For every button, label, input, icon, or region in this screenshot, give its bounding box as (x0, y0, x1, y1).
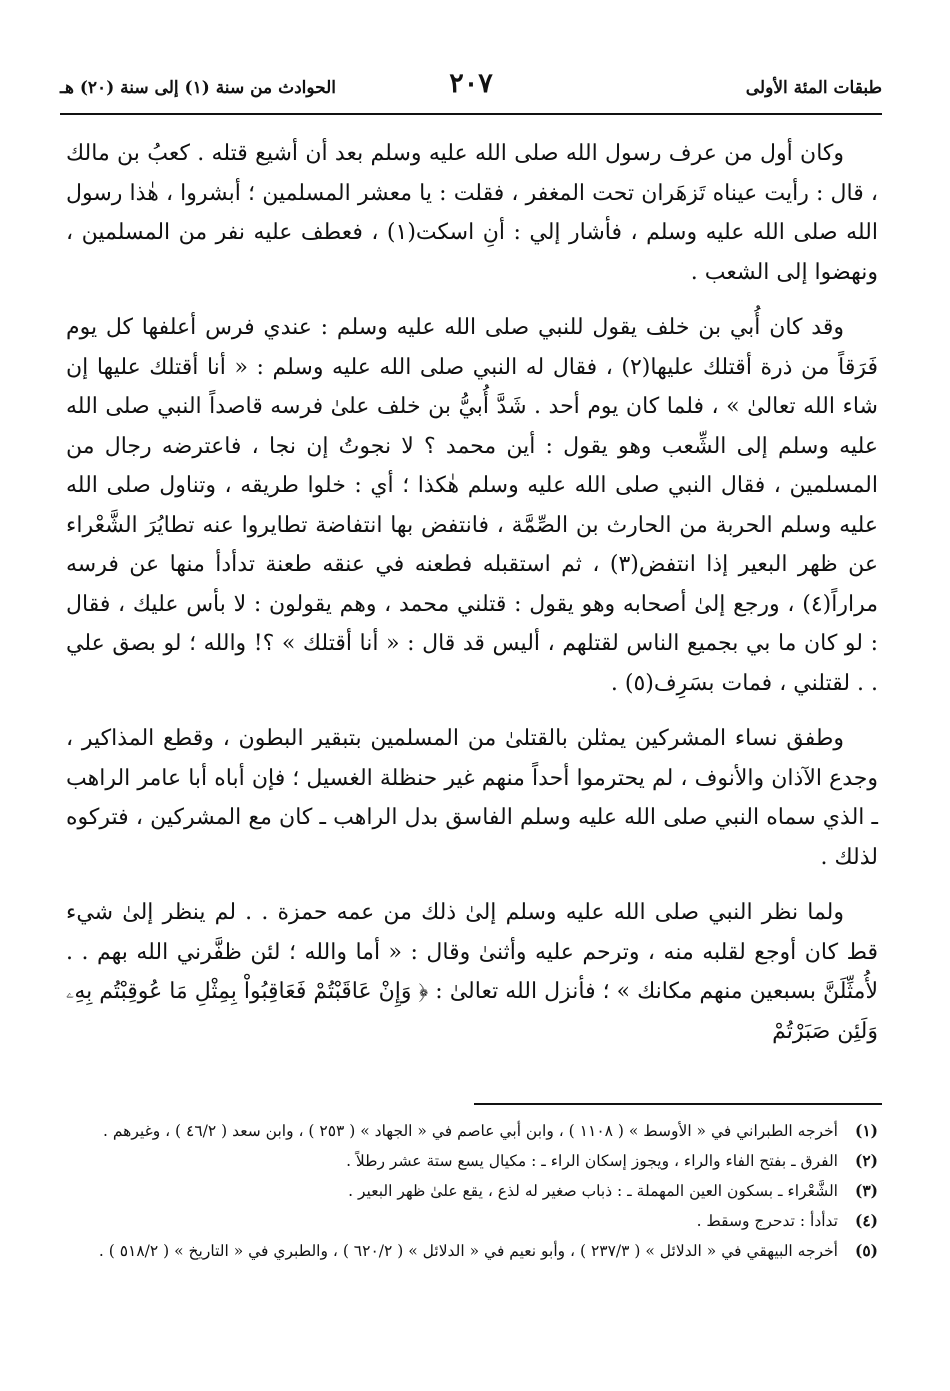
footnote-number: (٢) (854, 1151, 878, 1170)
footnote-number: (١) (854, 1121, 878, 1140)
footnote-text: الشَّعْراء ـ بسكون العين المهملة ـ : ذباب صغير له لذع ، يقع علىٰ ظهر البعير . (348, 1182, 838, 1200)
footnote (66, 1118, 878, 1144)
book-title: طبقات المئة الأولى (745, 78, 882, 98)
paragraph: وطفق نساء المشركين يمثلن بالقتلىٰ من المسلمين بتبقير البطون ، وقطع المذاكير ، وجدع الآذان والأنوف ، لم يحترموا أحداً منهم غير حنظلة الغسيل ؛ فإن أباه أبا عامر الراهب ـ الذي سماه النبي صلى الله عليه وسلم الفاسق بدل الراهب ـ كان مع المشركين ، فتركوه لذلك . (66, 726, 878, 870)
footnote (66, 1208, 878, 1234)
paragraph: ولما نظر النبي صلى الله عليه وسلم إلىٰ ذلك من عمه حمزة . . لم ينظر إلىٰ شيء قط كان أوجع لقلبه منه ، وترحم عليه وأثنىٰ وقال : « أما والله ؛ لئن ظفَّرني الله بهم . . لأُمثِّلَنَّ بسبعين منهم مكانك » ؛ فأنزل الله تعالىٰ : ﴿ وَإِنْ عَاقَبْتُمْ فَعَاقِبُواْ بِمِثْلِ مَا عُوقِبْتُم بِهِۦ وَلَئِن صَبَرْتُمْ (66, 900, 878, 1044)
paragraph: وقد كان أُبي بن خلف يقول للنبي صلى الله عليه وسلم : عندي فرس أعلفها كل يوم فَرَقاً من ذرة أقتلك عليها(٢) ، فقال له النبي صلى الله عليه وسلم : « أنا أقتلك عليها إن شاء الله تعالىٰ » ، فلما كان يوم أحد . شَدَّ أُبيُّ بن خلف علىٰ فرسه قاصداً النبي صلى الله عليه وسلم إلى الشِّعب وهو يقول : أين محمد ؟ لا نجوتُ إن نجا ، فاعترضه رجال من المسلمين ، فقال النبي صلى الله عليه وسلم هٰكذا ؛ أي : خلوا طريقه ، وتناول صلى الله عليه وسلم الحربة من الحارث بن الصِّمَّة ، فانتفض بها انتفاضة تطايروا عنه تطايُرَ الشَّعْراء عن ظهر البعير إذا انتفض(٣) ، ثم استقبله فطعنه في عنقه طعنة تدأدأ منها عن فرسه مراراً(٤) ، ورجع إلىٰ أصحابه وهو يقول : قتلني محمد ، وهم يقولون : لا بأس عليك ، فقال : لو كان ما بي بجميع الناس لقتلهم ، أليس قد قال : « أنا أقتلك » ؟! والله ؛ لو بصق علي . . لقتلني ، فمات بسَرِف(٥) . (66, 315, 878, 696)
main-text (66, 134, 878, 1067)
footnote (66, 1178, 878, 1204)
page-number: ٢٠٧ (449, 68, 493, 99)
footnote (66, 1148, 878, 1174)
footnote-number: (٤) (854, 1211, 878, 1230)
footnotes (66, 1118, 878, 1268)
footnote-text: الفرق ـ بفتح الفاء والراء ، ويجوز إسكان الراء ـ : مكيال يسع ستة عشر رطلاً . (346, 1152, 838, 1170)
footnote-text: أخرجه الطبراني في « الأوسط » ( ١١٠٨ ) ، وابن أبي عاصم في « الجهاد » ( ٢٥٣ ) ، وابن سعد ( ٤٦/٢ ) ، وغيرهم . (103, 1122, 838, 1140)
running-header (60, 64, 882, 104)
footnote-number: (٥) (854, 1241, 878, 1260)
footnote-number: (٣) (854, 1181, 878, 1200)
header-divider (60, 113, 882, 115)
footnote-text: تدأدأ : تدحرج وسقط . (696, 1212, 838, 1230)
footnote-divider (474, 1103, 882, 1105)
footnote-text: أخرجه البيهقي في « الدلائل » ( ٢٣٧/٣ ) ، وأبو نعيم في « الدلائل » ( ٦٢٠/٢ ) ، والطبري في « التاريخ » ( ٥١٨/٢ ) . (98, 1242, 838, 1260)
section-title: الحوادث من سنة (١) إلى سنة (٢٠) هـ (60, 78, 337, 98)
paragraph: وكان أول من عرف رسول الله صلى الله عليه وسلم بعد أن أشيع قتله . كعبُ بن مالك ، قال : رأيت عيناه تَزهَران تحت المغفر ، فقلت : يا معشر المسلمين ؛ أبشروا ، هٰذا رسول الله صلى الله عليه وسلم ، فأشار إلي : أنِ اسكت(١) ، فعطف عليه نفر من المسلمين ، ونهضوا إلى الشعب . (66, 141, 879, 285)
footnote (66, 1238, 878, 1264)
